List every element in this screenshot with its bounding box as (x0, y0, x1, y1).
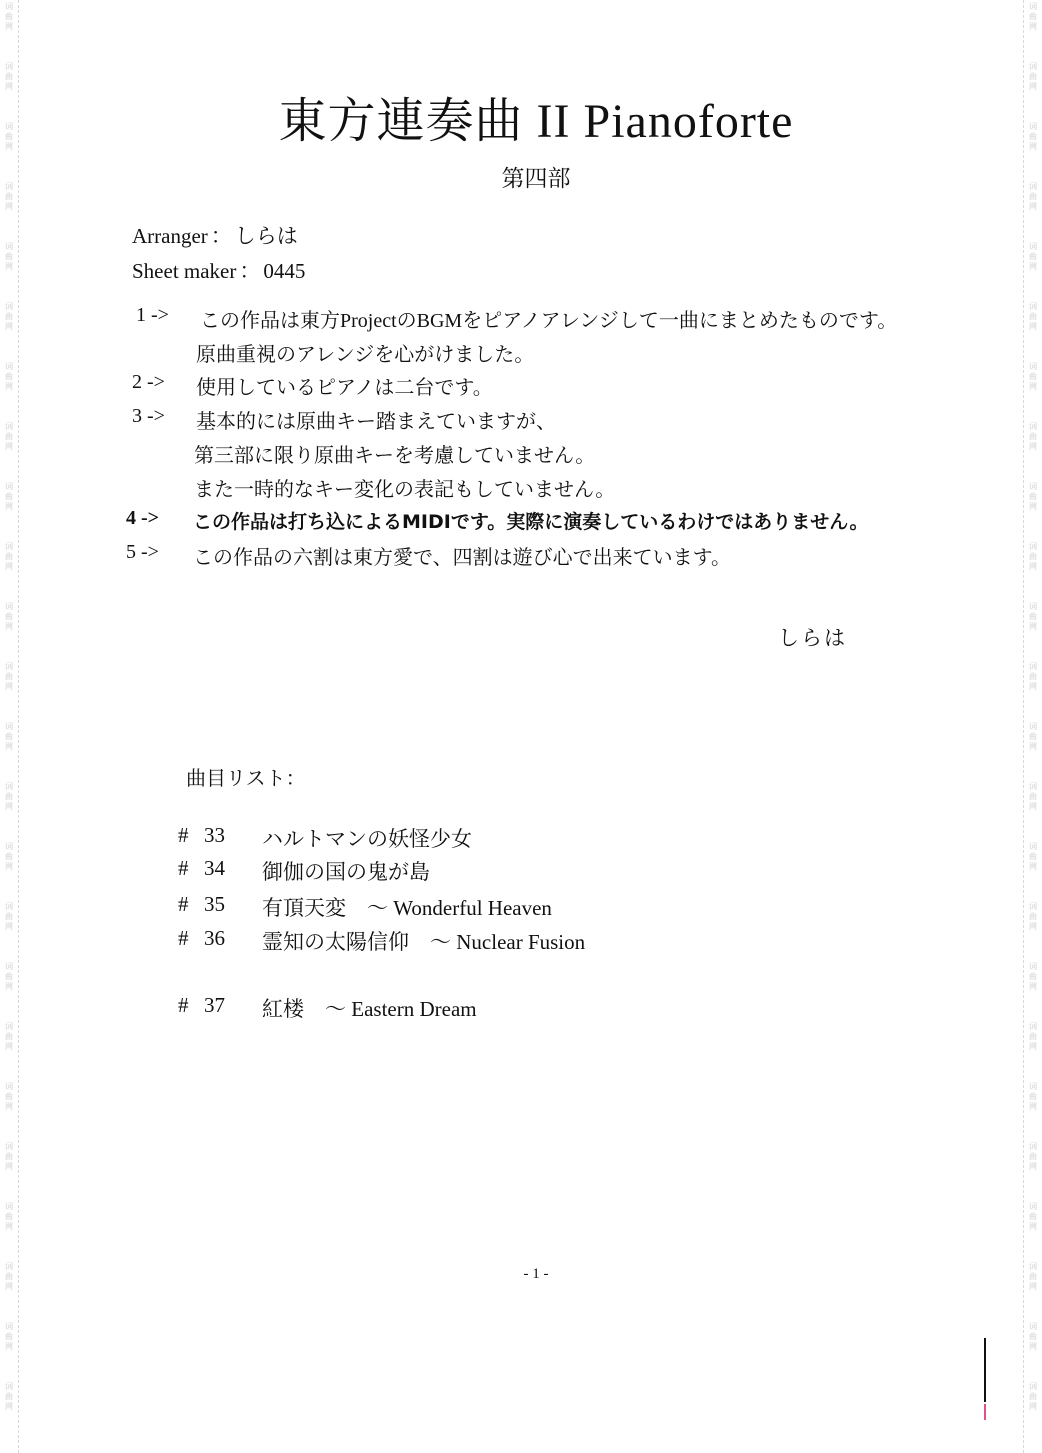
sheet-maker-name: 0445 (263, 259, 306, 283)
watermark-char: 网 (1029, 1342, 1037, 1351)
track-name: 御伽の国の鬼が島 (262, 860, 430, 884)
track-name: 有頂天変 ～ Wonderful Heaven (262, 896, 552, 920)
watermark-char: 词 (5, 2, 13, 11)
watermark-glyph (1, 362, 17, 392)
watermark-char: 词 (5, 1022, 13, 1031)
watermark-glyph (1, 722, 17, 752)
watermark-char: 网 (1029, 1162, 1037, 1171)
watermark-char: 曲 (1029, 792, 1037, 801)
watermark-char: 词 (5, 662, 13, 671)
watermark-glyph (1025, 1382, 1041, 1412)
watermark-char: 曲 (1029, 1392, 1037, 1401)
page-number: - 1 - (523, 1266, 549, 1282)
watermark-char: 词 (1029, 1142, 1037, 1151)
watermark-glyph (1, 302, 17, 332)
left-margin-watermark (0, 0, 19, 1453)
note-3-line-3: また一時的なキー変化の表記もしていません。 (194, 479, 616, 501)
watermark-char: 词 (5, 182, 13, 191)
watermark-char: 词 (1029, 1202, 1037, 1211)
watermark-glyph (1, 902, 17, 932)
watermark-char: 词 (5, 782, 13, 791)
watermark-char: 网 (1029, 1282, 1037, 1291)
watermark-char: 词 (5, 1082, 13, 1091)
tracklist-heading: 曲目リスト： (186, 768, 306, 790)
watermark-char: 曲 (5, 252, 13, 261)
note-4-number: 4 -> (126, 507, 160, 529)
watermark-char: 网 (5, 682, 13, 691)
watermark-char: 网 (5, 562, 13, 571)
watermark-char: 词 (5, 962, 13, 971)
watermark-char: 曲 (1029, 552, 1037, 561)
watermark-char: 网 (5, 982, 13, 991)
watermark-char: 曲 (1029, 1152, 1037, 1161)
watermark-char: 词 (5, 1322, 13, 1331)
watermark-char: 网 (1029, 262, 1037, 271)
watermark-glyph (1025, 962, 1041, 992)
track-number: 34 (204, 856, 225, 880)
watermark-char: 网 (1029, 922, 1037, 931)
watermark-char: 词 (1029, 242, 1037, 251)
watermark-glyph (1, 1082, 17, 1112)
watermark-char: 曲 (5, 1212, 13, 1221)
watermark-char: 曲 (5, 552, 13, 561)
watermark-char: 曲 (5, 12, 13, 21)
watermark-char: 曲 (1029, 252, 1037, 261)
watermark-char: 曲 (5, 132, 13, 141)
watermark-char: 网 (5, 442, 13, 451)
margin-mark (984, 1404, 986, 1420)
watermark-char: 网 (1029, 22, 1037, 31)
watermark-char: 网 (5, 322, 13, 331)
watermark-char: 曲 (1029, 1092, 1037, 1101)
track-number: 33 (204, 823, 225, 847)
watermark-char: 网 (5, 142, 13, 151)
watermark-glyph (1, 782, 17, 812)
track-hash: # (178, 993, 189, 1017)
watermark-char: 词 (1029, 1322, 1037, 1331)
watermark-char: 词 (5, 902, 13, 911)
watermark-char: 词 (1029, 722, 1037, 731)
note-1-line-1: この作品は東方ProjectのBGMをピアノアレンジして一曲にまとめたものです。 (200, 310, 898, 332)
watermark-char: 词 (1029, 842, 1037, 851)
track-name: ハルトマンの妖怪少女 (262, 827, 472, 851)
watermark-char: 词 (1029, 482, 1037, 491)
watermark-char: 网 (1029, 562, 1037, 571)
arranger-credit (132, 220, 298, 250)
note-5-line-1: この作品の六割は東方愛で、四割は遊び心で出来ています。 (193, 547, 731, 569)
sheet-maker-credit (132, 255, 305, 285)
watermark-char: 词 (1029, 902, 1037, 911)
right-margin-watermark (1023, 0, 1042, 1453)
watermark-char: 网 (1029, 622, 1037, 631)
note-2-number: 2 -> (132, 371, 165, 393)
watermark-char: 网 (1029, 682, 1037, 691)
watermark-char: 网 (1029, 82, 1037, 91)
watermark-char: 网 (5, 802, 13, 811)
watermark-char: 词 (5, 422, 13, 431)
watermark-char: 词 (1029, 2, 1037, 11)
watermark-char: 词 (1029, 182, 1037, 191)
watermark-char: 网 (1029, 1102, 1037, 1111)
watermark-char: 网 (5, 502, 13, 511)
sheet-maker-label: Sheet maker (132, 259, 237, 283)
watermark-char: 网 (5, 1402, 13, 1411)
watermark-glyph (1, 482, 17, 512)
watermark-glyph (1025, 782, 1041, 812)
watermark-glyph (1025, 1082, 1041, 1112)
watermark-glyph (1, 1142, 17, 1172)
watermark-char: 词 (1029, 542, 1037, 551)
watermark-char: 曲 (1029, 192, 1037, 201)
watermark-char: 词 (5, 1382, 13, 1391)
watermark-glyph (1, 1322, 17, 1352)
track-number: 37 (204, 993, 225, 1017)
watermark-char: 词 (5, 122, 13, 131)
watermark-char: 曲 (5, 1272, 13, 1281)
watermark-char: 词 (1029, 362, 1037, 371)
watermark-glyph (1, 242, 17, 272)
watermark-glyph (1025, 1022, 1041, 1052)
track-number: 35 (204, 892, 225, 916)
track-hash: # (178, 823, 189, 847)
margin-rule (984, 1338, 986, 1402)
watermark-glyph (1, 602, 17, 632)
watermark-char: 词 (5, 62, 13, 71)
arranger-name: しらは (234, 224, 298, 248)
sheet-maker-separator: ： (239, 259, 261, 283)
watermark-char: 曲 (5, 72, 13, 81)
watermark-char: 词 (1029, 122, 1037, 131)
watermark-char: 曲 (5, 732, 13, 741)
watermark-char: 网 (5, 1042, 13, 1051)
watermark-char: 词 (1029, 1082, 1037, 1091)
watermark-char: 词 (1029, 1382, 1037, 1391)
watermark-glyph (1, 1382, 17, 1412)
watermark-char: 曲 (1029, 492, 1037, 501)
track-number: 36 (204, 926, 225, 950)
arranger-label: Arranger (132, 224, 208, 248)
watermark-char: 词 (5, 722, 13, 731)
watermark-char: 曲 (5, 1092, 13, 1101)
watermark-char: 网 (5, 1102, 13, 1111)
watermark-char: 词 (1029, 1262, 1037, 1271)
watermark-char: 词 (1029, 962, 1037, 971)
watermark-char: 曲 (5, 1392, 13, 1401)
watermark-char: 曲 (5, 492, 13, 501)
watermark-glyph (1, 962, 17, 992)
watermark-char: 网 (1029, 202, 1037, 211)
watermark-glyph (1025, 542, 1041, 572)
watermark-glyph (1025, 902, 1041, 932)
watermark-char: 词 (1029, 782, 1037, 791)
watermark-char: 词 (5, 1262, 13, 1271)
watermark-char: 曲 (5, 852, 13, 861)
watermark-glyph (1025, 2, 1041, 32)
track-hash: # (178, 926, 189, 950)
watermark-glyph (1025, 362, 1041, 392)
document-title: 東方連奏曲 II Pianoforte (278, 95, 794, 148)
watermark-char: 网 (1029, 322, 1037, 331)
watermark-char: 网 (1029, 802, 1037, 811)
document-subtitle: 第四部 (501, 166, 571, 191)
watermark-char: 网 (1029, 1222, 1037, 1231)
watermark-char: 网 (5, 382, 13, 391)
watermark-glyph (1, 542, 17, 572)
watermark-glyph (1025, 482, 1041, 512)
watermark-char: 网 (1029, 862, 1037, 871)
watermark-char: 网 (1029, 382, 1037, 391)
watermark-char: 曲 (5, 192, 13, 201)
watermark-glyph (1025, 302, 1041, 332)
track-hash: # (178, 856, 189, 880)
watermark-glyph (1025, 422, 1041, 452)
watermark-char: 词 (1029, 422, 1037, 431)
watermark-glyph (1025, 1202, 1041, 1232)
watermark-glyph (1025, 602, 1041, 632)
watermark-char: 曲 (1029, 132, 1037, 141)
watermark-char: 曲 (5, 1152, 13, 1161)
watermark-char: 曲 (5, 972, 13, 981)
watermark-glyph (1, 842, 17, 872)
watermark-char: 曲 (1029, 1272, 1037, 1281)
watermark-char: 词 (5, 1202, 13, 1211)
watermark-char: 曲 (5, 612, 13, 621)
watermark-glyph (1025, 842, 1041, 872)
watermark-glyph (1, 2, 17, 32)
watermark-char: 曲 (1029, 1032, 1037, 1041)
watermark-char: 曲 (1029, 72, 1037, 81)
watermark-char: 曲 (5, 432, 13, 441)
watermark-char: 曲 (5, 1032, 13, 1041)
watermark-char: 曲 (1029, 1332, 1037, 1341)
watermark-char: 网 (1029, 742, 1037, 751)
watermark-char: 词 (5, 482, 13, 491)
watermark-char: 词 (1029, 662, 1037, 671)
watermark-char: 网 (5, 742, 13, 751)
watermark-char: 网 (5, 622, 13, 631)
watermark-char: 网 (5, 1282, 13, 1291)
watermark-char: 网 (1029, 442, 1037, 451)
watermark-char: 曲 (1029, 12, 1037, 21)
note-5-number: 5 -> (126, 541, 159, 563)
watermark-char: 词 (5, 362, 13, 371)
watermark-char: 网 (1029, 1402, 1037, 1411)
watermark-char: 曲 (1029, 672, 1037, 681)
watermark-char: 网 (5, 82, 13, 91)
note-3-number: 3 -> (132, 405, 165, 427)
watermark-char: 词 (5, 242, 13, 251)
watermark-char: 曲 (1029, 372, 1037, 381)
watermark-glyph (1025, 662, 1041, 692)
watermark-char: 曲 (5, 1332, 13, 1341)
watermark-char: 词 (5, 302, 13, 311)
watermark-char: 词 (5, 602, 13, 611)
watermark-char: 网 (1029, 502, 1037, 511)
watermark-char: 词 (5, 1142, 13, 1151)
watermark-char: 曲 (5, 912, 13, 921)
note-2-line-1: 使用しているピアノは二台です。 (196, 377, 493, 399)
watermark-char: 词 (1029, 602, 1037, 611)
note-3-line-1: 基本的には原曲キー踏まえていますが、 (196, 411, 556, 433)
track-name: 霊知の太陽信仰 ～ Nuclear Fusion (262, 930, 586, 954)
watermark-char: 曲 (1029, 852, 1037, 861)
watermark-glyph (1025, 1322, 1041, 1352)
watermark-char: 曲 (1029, 432, 1037, 441)
watermark-char: 网 (1029, 1042, 1037, 1051)
watermark-glyph (1025, 722, 1041, 752)
watermark-char: 词 (1029, 1022, 1037, 1031)
watermark-char: 曲 (1029, 1212, 1037, 1221)
note-1-number: 1 -> (136, 304, 169, 326)
signature: しらは (778, 626, 847, 650)
watermark-char: 词 (5, 842, 13, 851)
watermark-char: 网 (5, 922, 13, 931)
watermark-glyph (1, 1202, 17, 1232)
watermark-char: 曲 (1029, 972, 1037, 981)
watermark-char: 曲 (5, 372, 13, 381)
note-1-line-2: 原曲重視のアレンジを心がけました。 (196, 344, 535, 366)
watermark-char: 曲 (5, 672, 13, 681)
note-4-line-1: この作品は打ち込によるMIDIです。実際に演奏しているわけではありません。 (193, 511, 869, 533)
watermark-char: 曲 (5, 792, 13, 801)
watermark-char: 网 (5, 1342, 13, 1351)
watermark-glyph (1025, 1142, 1041, 1172)
watermark-char: 曲 (5, 312, 13, 321)
arranger-separator: ： (210, 224, 232, 248)
track-hash: # (178, 892, 189, 916)
watermark-char: 网 (5, 262, 13, 271)
watermark-char: 网 (5, 1162, 13, 1171)
watermark-char: 词 (1029, 302, 1037, 311)
watermark-char: 网 (5, 202, 13, 211)
watermark-glyph (1, 1022, 17, 1052)
watermark-char: 网 (5, 1222, 13, 1231)
track-name: 紅楼 ～ Eastern Dream (262, 997, 477, 1021)
watermark-char: 词 (5, 542, 13, 551)
watermark-glyph (1025, 242, 1041, 272)
watermark-char: 词 (1029, 62, 1037, 71)
watermark-char: 网 (5, 22, 13, 31)
note-3-line-2: 第三部に限り原曲キーを考慮していません。 (194, 445, 596, 467)
watermark-char: 曲 (1029, 732, 1037, 741)
watermark-char: 曲 (1029, 912, 1037, 921)
watermark-char: 网 (1029, 982, 1037, 991)
watermark-glyph (1, 422, 17, 452)
watermark-char: 网 (1029, 142, 1037, 151)
watermark-glyph (1, 662, 17, 692)
watermark-char: 曲 (1029, 312, 1037, 321)
watermark-char: 曲 (1029, 612, 1037, 621)
watermark-char: 网 (5, 862, 13, 871)
